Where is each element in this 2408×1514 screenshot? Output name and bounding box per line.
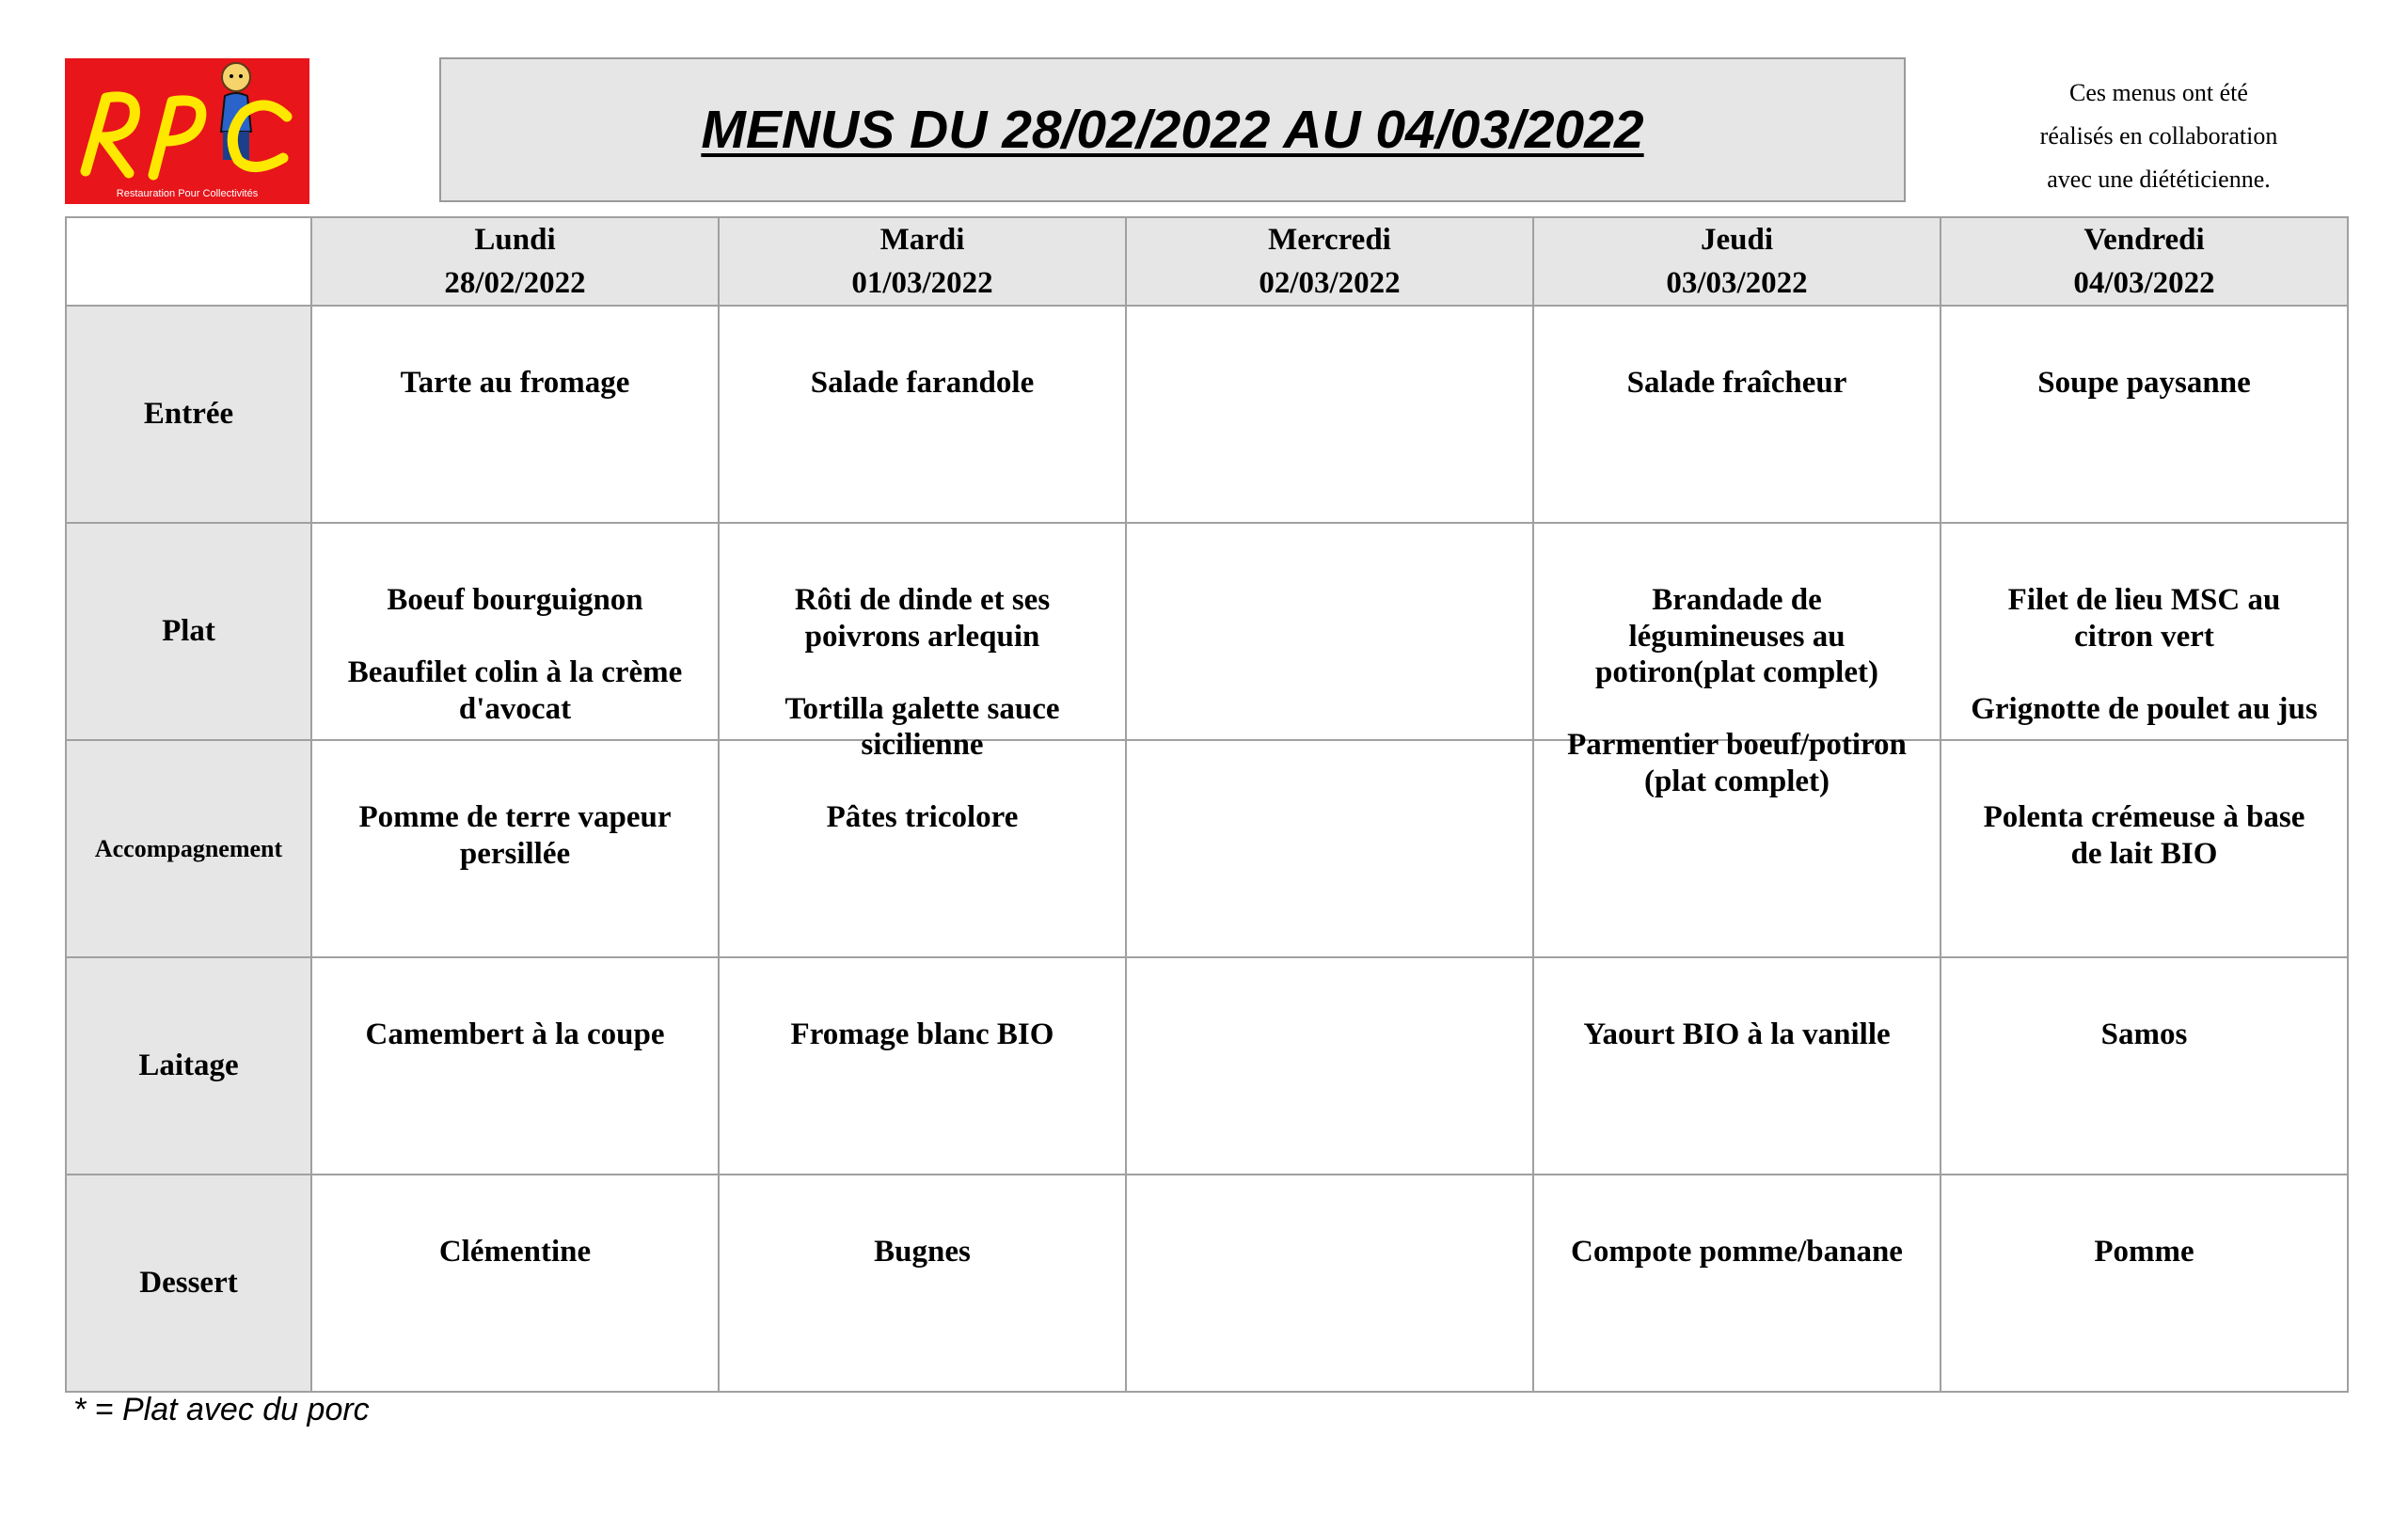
menu-cell-lundi (311, 1175, 719, 1392)
day-name: Lundi (474, 223, 556, 257)
day-header-lundi (311, 217, 719, 306)
menu-cell-lundi (311, 306, 719, 523)
menu-cell-mercredi (1126, 306, 1533, 523)
logo-letters (86, 97, 287, 175)
dish-list (312, 365, 718, 402)
rpc-logo (65, 58, 309, 204)
dish-line: Polenta crémeuse à base (1983, 800, 2305, 834)
dish-list (1534, 582, 1940, 799)
dish-line: citron vert (2074, 619, 2214, 654)
day-name: Vendredi (2083, 223, 2205, 257)
dish-list (720, 365, 1125, 402)
menu-cell-jeudi (1533, 957, 1941, 1175)
dish-line: Soupe paysanne (2037, 366, 2251, 400)
dish-line: Bugnes (874, 1235, 971, 1269)
dish-line: Pâtes tricolore (826, 800, 1019, 834)
day-header-jeudi (1533, 217, 1941, 306)
day-name: Mardi (879, 223, 965, 257)
dish-spacer (1951, 654, 2337, 691)
day-header-mercredi (1126, 217, 1533, 306)
logo-graphic (65, 58, 309, 204)
dish-line: Boeuf bourguignon (387, 583, 643, 617)
dish-list (1941, 582, 2347, 727)
menu-cell-vendredi (1941, 740, 2348, 957)
meal-row-laitage (66, 957, 2348, 1175)
menu-cell-mercredi (1126, 1175, 1533, 1392)
dish-line: Salade farandole (810, 366, 1035, 400)
dish-line: Compote pomme/banane (1571, 1235, 1903, 1269)
menu-cell-mardi (719, 306, 1126, 523)
day-date: 03/03/2022 (1666, 266, 1808, 300)
day-date: 28/02/2022 (444, 266, 586, 300)
dish-line: potiron(plat complet) (1595, 655, 1878, 689)
row-label: Plat (66, 523, 311, 740)
dish-line: Filet de lieu MSC au (2007, 583, 2281, 617)
dish-list (312, 582, 718, 727)
menu-cell-jeudi (1533, 1175, 1941, 1392)
meal-row-plat (66, 523, 2348, 740)
menu-cell-vendredi (1941, 1175, 2348, 1392)
day-header-vendredi (1941, 217, 2348, 306)
note-line: réalisés en collaboration (2039, 122, 2278, 150)
menu-cell-lundi (311, 957, 719, 1175)
menu-cell-vendredi (1941, 957, 2348, 1175)
dish-line: Yaourt BIO à la vanille (1583, 1017, 1891, 1051)
dish-list (312, 1017, 718, 1053)
menu-cell-mercredi (1126, 957, 1533, 1175)
dish-line: légumineuses au (1628, 619, 1846, 654)
title-banner (439, 57, 1906, 202)
day-date: 01/03/2022 (851, 266, 993, 300)
dish-list (312, 799, 718, 872)
row-label: Accompagnement (66, 740, 311, 957)
dish-line: Parmentier boeuf/potiron (1567, 728, 1907, 762)
page-title: MENUS DU 28/02/2022 AU 04/03/2022 (701, 100, 1644, 160)
row-label: Laitage (66, 957, 311, 1175)
menu-cell-mardi (719, 957, 1126, 1175)
note-line: avec une diététicienne. (2047, 166, 2271, 193)
dish-line: Pomme de terre vapeur (358, 800, 672, 834)
footnote: * = Plat avec du porc (73, 1392, 370, 1427)
meal-row-accompagnement (66, 740, 2348, 957)
header-row (66, 217, 2348, 306)
dish-list (1941, 799, 2347, 872)
menu-cell-mardi (719, 740, 1126, 957)
dish-list (1941, 1234, 2347, 1270)
dish-list (720, 1234, 1125, 1270)
row-label: Dessert (66, 1175, 311, 1392)
day-name: Mercredi (1268, 223, 1391, 257)
day-name: Jeudi (1700, 223, 1774, 257)
menu-cell-mercredi (1126, 740, 1533, 957)
menu-cell-vendredi (1941, 523, 2348, 740)
dish-line: Pomme (2094, 1235, 2194, 1269)
menu-cell-vendredi (1941, 306, 2348, 523)
dish-line: Rôti de dinde et ses (794, 583, 1051, 617)
dish-line: de lait BIO (2070, 836, 2218, 871)
day-header-mardi (719, 217, 1126, 306)
dietitian-note (1947, 71, 2370, 201)
logo-tagline: Restauration Pour Collectivités (116, 188, 259, 199)
dish-list (1941, 365, 2347, 402)
menu-cell-mercredi (1126, 523, 1533, 740)
menu-cell-mardi (719, 523, 1126, 762)
dish-spacer (1544, 691, 1930, 728)
dish-line: Tortilla galette sauce (784, 691, 1060, 726)
dish-line: Samos (2100, 1017, 2188, 1051)
menu-cell-jeudi (1533, 306, 1941, 523)
dish-line: poivrons arlequin (804, 619, 1040, 654)
dish-list (1534, 1017, 1940, 1053)
dish-list (1941, 1017, 2347, 1053)
day-date: 02/03/2022 (1259, 266, 1401, 300)
dish-spacer (322, 619, 708, 655)
header-corner-cell (66, 217, 311, 306)
dish-spacer (729, 654, 1116, 691)
dish-line: (plat complet) (1643, 764, 1830, 798)
dish-list (720, 1017, 1125, 1053)
dish-line: Clémentine (438, 1235, 592, 1269)
meal-row-entree (66, 306, 2348, 523)
dish-line: Grignotte de poulet au jus (1971, 691, 2318, 726)
meal-row-dessert (66, 1175, 2348, 1392)
dish-line: Beaufilet colin à la crème (347, 655, 683, 689)
dish-line: Fromage blanc BIO (790, 1017, 1054, 1051)
menu-cell-lundi (311, 523, 719, 740)
dish-list (720, 799, 1125, 836)
dish-line: Camembert à la coupe (365, 1017, 665, 1051)
dish-line: d'avocat (458, 691, 572, 726)
dish-line: sicilienne (861, 728, 984, 762)
note-line: Ces menus ont été (2069, 79, 2248, 106)
menu-cell-jeudi (1533, 523, 1941, 798)
dish-line: persillée (459, 836, 571, 871)
day-date: 04/03/2022 (2073, 266, 2215, 300)
dish-list (1534, 1234, 1940, 1270)
dish-list (720, 582, 1125, 764)
dish-list (312, 1234, 718, 1270)
row-label: Entrée (66, 306, 311, 523)
dish-line: Tarte au fromage (400, 366, 630, 400)
dish-line: Salade fraîcheur (1626, 366, 1847, 400)
dish-line: Brandade de (1652, 583, 1822, 617)
menu-cell-mardi (719, 1175, 1126, 1392)
dish-list (1534, 365, 1940, 402)
menu-table (65, 216, 2349, 1393)
menu-cell-lundi (311, 740, 719, 957)
